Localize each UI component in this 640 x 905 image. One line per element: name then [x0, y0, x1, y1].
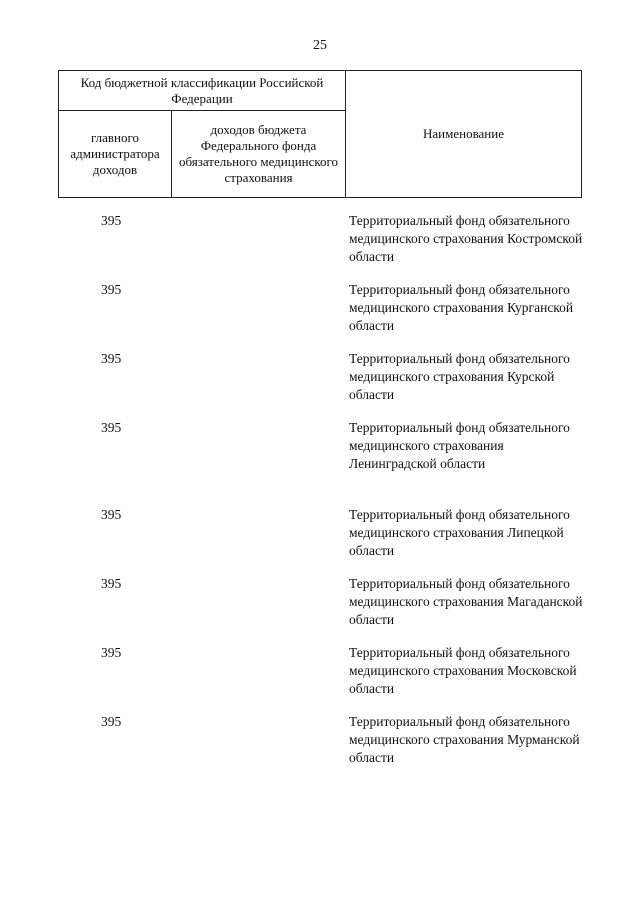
admin-code: 395 — [101, 714, 122, 729]
admin-code: 395 — [101, 420, 122, 435]
fund-name: Территориальный фонд обязательного медицинского страхования Ленинградской области — [349, 420, 570, 471]
fund-name: Территориальный фонд обязательного медицинского страхования Костромской области — [349, 213, 583, 264]
table-row — [0, 644, 640, 713]
table-row — [0, 350, 640, 419]
table-row — [0, 281, 640, 350]
classification-header-table — [58, 70, 582, 198]
admin-code: 395 — [101, 213, 122, 228]
admin-code: 395 — [101, 351, 122, 366]
fund-list — [0, 212, 640, 782]
revenue-column-header: доходов бюджета Федерального фонда обязательного медицинского страхования — [172, 111, 346, 198]
admin-code: 395 — [101, 507, 122, 522]
name-column-header: Наименование — [346, 71, 582, 198]
budget-classification-header: Код бюджетной классификации Российской Федерации — [59, 71, 346, 111]
table-row — [0, 575, 640, 644]
admin-code: 395 — [101, 645, 122, 660]
table-row — [0, 212, 640, 281]
table-row — [0, 713, 640, 782]
admin-code: 395 — [101, 576, 122, 591]
table-row — [0, 506, 640, 575]
admin-code: 395 — [101, 282, 122, 297]
fund-name: Территориальный фонд обязательного медицинского страхования Мурманской области — [349, 714, 580, 765]
page-number: 25 — [313, 38, 327, 53]
fund-name: Территориальный фонд обязательного медицинского страхования Магаданской области — [349, 576, 583, 627]
table-row — [0, 419, 640, 506]
admin-column-header: главного администратора доходов — [59, 111, 172, 198]
fund-name: Территориальный фонд обязательного медицинского страхования Липецкой области — [349, 507, 570, 558]
fund-name: Территориальный фонд обязательного медицинского страхования Курганской области — [349, 282, 574, 333]
fund-name: Территориальный фонд обязательного медицинского страхования Курской области — [349, 351, 570, 402]
fund-name: Территориальный фонд обязательного медицинского страхования Московской области — [349, 645, 577, 696]
